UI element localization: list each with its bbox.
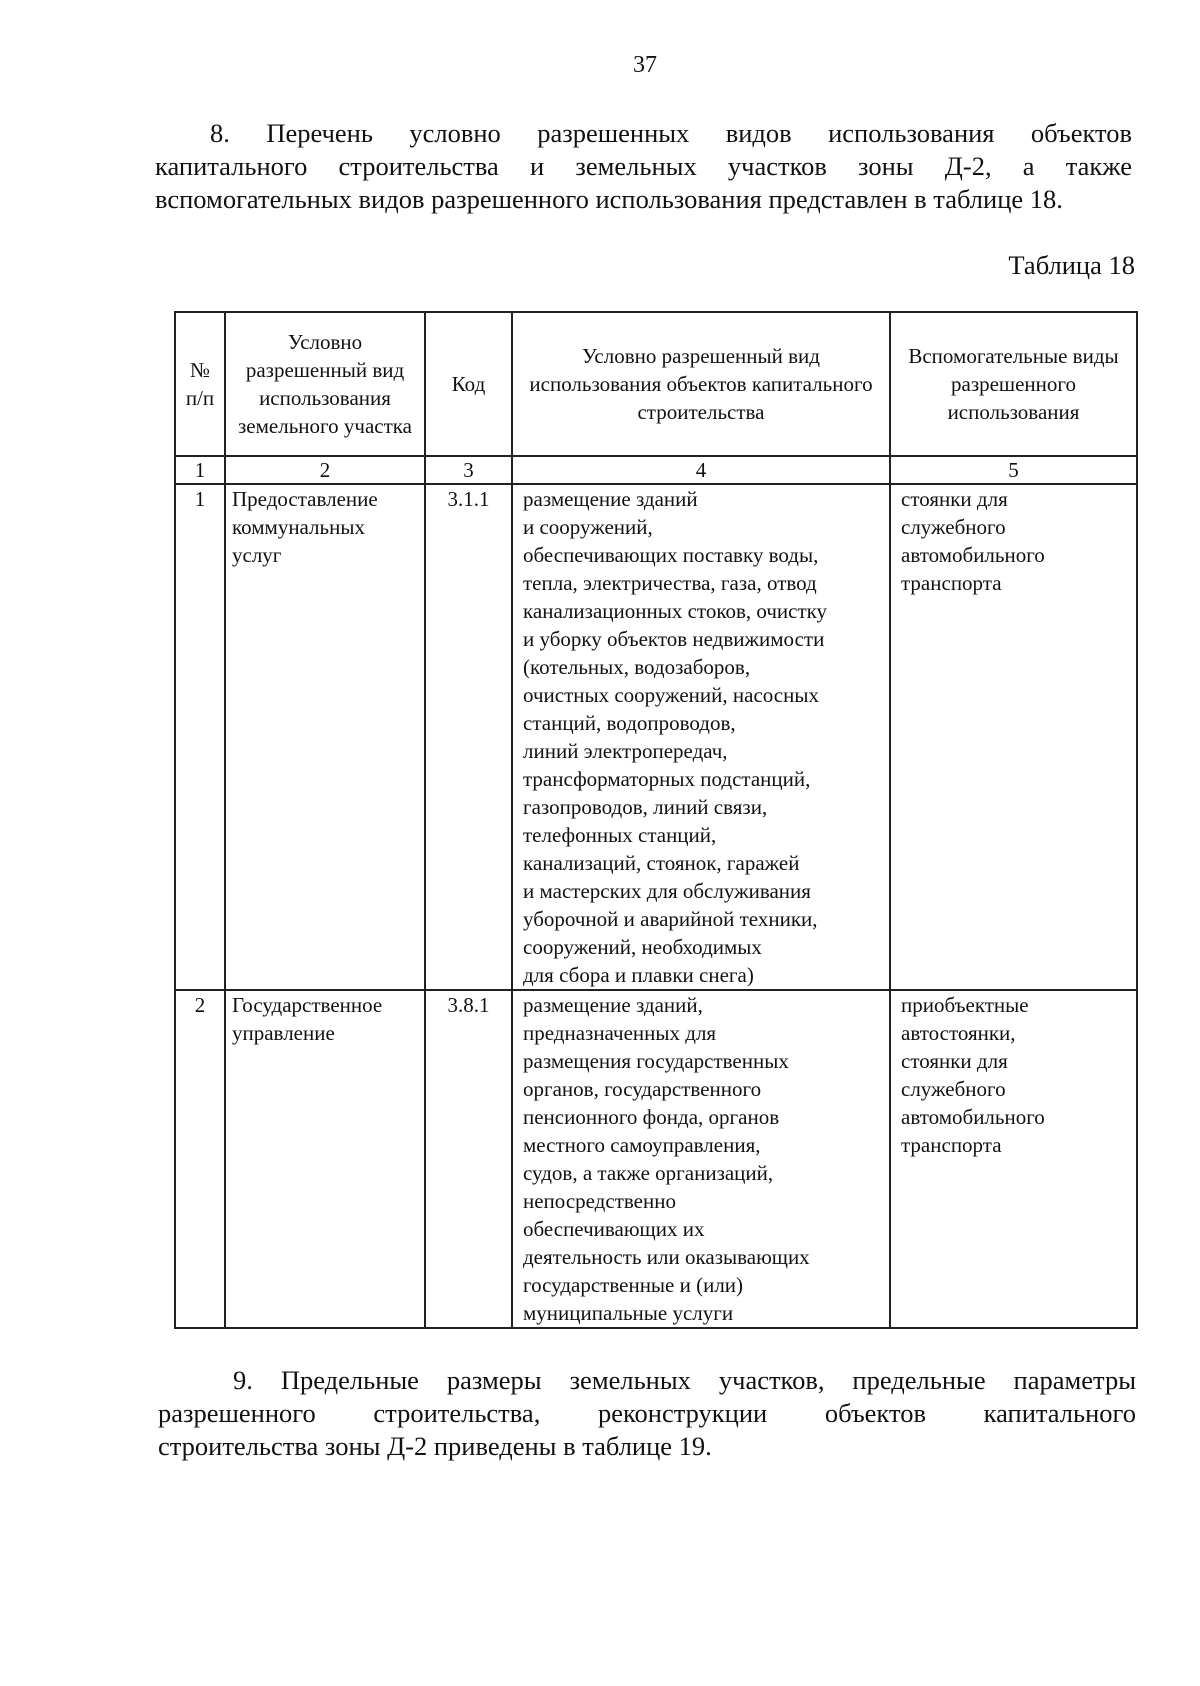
building-use-line: для сбора и плавки снега) <box>523 963 754 987</box>
building-use-line: государственные и (или) <box>523 1273 744 1297</box>
building-use-line: телефонных станций, <box>523 823 717 847</box>
column-number: 4 <box>512 456 890 484</box>
paragraph-8-line-2: капитального строительства и земельных участков зоны Д-2, а также <box>155 151 1132 181</box>
building-use-line: муниципальные услуги <box>523 1301 734 1325</box>
building-use-cell <box>512 990 890 1328</box>
building-use-line: судов, а также организаций, <box>523 1161 774 1185</box>
column-number: 3 <box>425 456 512 484</box>
land-use-cell <box>225 990 425 1328</box>
building-use-line: предназначенных для <box>523 1021 717 1045</box>
building-use-line: обеспечивающих поставку воды, <box>523 543 819 567</box>
column-number: 5 <box>890 456 1137 484</box>
building-use-line: тепла, электричества, газа, отвод <box>523 571 817 595</box>
building-use-line: деятельность или оказывающих <box>523 1245 810 1269</box>
auxiliary-use-line: автомобильного <box>901 543 1045 567</box>
building-use-line: обеспечивающих их <box>523 1217 705 1241</box>
table-header-row <box>175 312 1137 456</box>
table-caption: Таблица 18 <box>1008 250 1135 280</box>
row-number: 1 <box>175 484 225 990</box>
building-use-line: станций, водопроводов, <box>523 711 736 735</box>
paragraph-9-line-2: разрешенного строительства, реконструкции объектов капитального <box>158 1398 1136 1428</box>
building-use-line: и уборку объектов недвижимости <box>523 627 825 651</box>
header-building-use: Условно разрешенный вид использования объектов капитального строительства <box>512 312 890 456</box>
building-use-line: и мастерских для обслуживания <box>523 879 811 903</box>
land-use-line: услуг <box>232 543 282 567</box>
building-use-line: пенсионного фонда, органов <box>523 1105 780 1129</box>
building-use-line: трансформаторных подстанций, <box>523 767 811 791</box>
auxiliary-use-line: приобъектные <box>901 993 1029 1017</box>
land-use-line: управление <box>232 1021 335 1045</box>
building-use-line: очистных сооружений, насосных <box>523 683 819 707</box>
auxiliary-use-line: стоянки для <box>901 1049 1008 1073</box>
building-use-line: (котельных, водозаборов, <box>523 655 751 679</box>
auxiliary-use-cell <box>890 990 1137 1328</box>
header-no: № п/п <box>175 312 225 456</box>
paragraph-8-line-1: 8. Перечень условно разрешенных видов использования объектов <box>210 118 1132 148</box>
paragraph-8 <box>155 117 1132 216</box>
building-use-line: размещение зданий <box>523 487 698 511</box>
land-use-line: коммунальных <box>232 515 365 539</box>
header-auxiliary: Вспомогательные виды разрешенного использования <box>890 312 1137 456</box>
code-cell: 3.1.1 <box>425 484 512 990</box>
building-use-line: канализаций, стоянок, гаражей <box>523 851 800 875</box>
auxiliary-use-line: транспорта <box>901 571 1002 595</box>
table-row <box>175 990 1137 1328</box>
paragraph-9 <box>158 1364 1136 1463</box>
building-use-line: и сооружений, <box>523 515 653 539</box>
header-land-use: Условно разрешенный вид использования земельного участка <box>225 312 425 456</box>
building-use-line: канализационных стоков, очистку <box>523 599 828 623</box>
header-code: Код <box>425 312 512 456</box>
row-number: 2 <box>175 990 225 1328</box>
building-use-line: линий электропередач, <box>523 739 728 763</box>
auxiliary-use-line: служебного <box>901 515 1006 539</box>
auxiliary-use-line: транспорта <box>901 1133 1002 1157</box>
land-use-line: Государственное <box>232 993 383 1017</box>
building-use-line: размещение зданий, <box>523 993 703 1017</box>
auxiliary-use-line: автомобильного <box>901 1105 1045 1129</box>
auxiliary-use-line: автостоянки, <box>901 1021 1016 1045</box>
code-cell: 3.8.1 <box>425 990 512 1328</box>
land-use-cell <box>225 484 425 990</box>
building-use-line: газопроводов, линий связи, <box>523 795 768 819</box>
building-use-line: уборочной и аварийной техники, <box>523 907 818 931</box>
paragraph-9-line-1: 9. Предельные размеры земельных участков, предельные параметры <box>233 1365 1136 1395</box>
paragraph-8-line-3: вспомогательных видов разрешенного использования представлен в таблице 18. <box>155 184 1063 214</box>
page-number: 37 <box>633 52 657 78</box>
column-number: 2 <box>225 456 425 484</box>
building-use-line: органов, государственного <box>523 1077 762 1101</box>
building-use-line: непосредственно <box>523 1189 676 1213</box>
building-use-line: размещения государственных <box>523 1049 789 1073</box>
paragraph-9-line-3: строительства зоны Д-2 приведены в таблице 19. <box>158 1431 712 1461</box>
auxiliary-use-line: стоянки для <box>901 487 1008 511</box>
building-use-cell <box>512 484 890 990</box>
column-number-row <box>175 456 1137 484</box>
permitted-use-table <box>174 311 1138 1329</box>
auxiliary-use-line: служебного <box>901 1077 1006 1101</box>
land-use-line: Предоставление <box>232 487 378 511</box>
column-number: 1 <box>175 456 225 484</box>
building-use-line: сооружений, необходимых <box>523 935 762 959</box>
auxiliary-use-cell <box>890 484 1137 990</box>
table-row <box>175 484 1137 990</box>
building-use-line: местного самоуправления, <box>523 1133 761 1157</box>
